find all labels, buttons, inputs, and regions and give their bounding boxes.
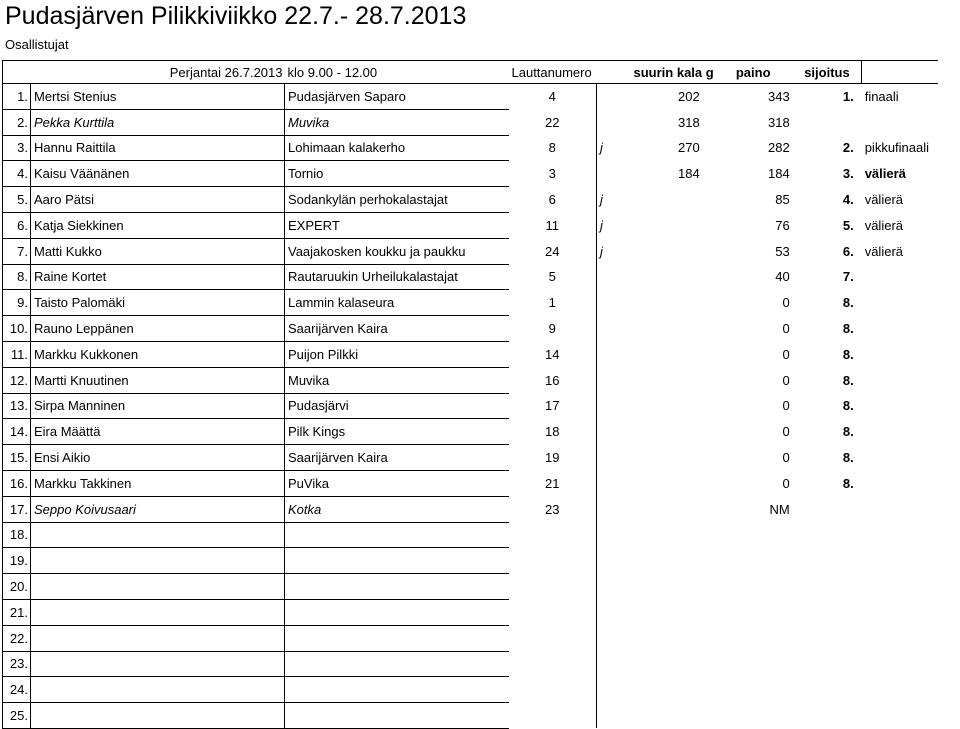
participant-name: Eira Määttä	[31, 419, 285, 445]
total-weight: 0	[782, 346, 790, 362]
j-mark	[597, 677, 631, 703]
ranking: 5.	[842, 217, 854, 233]
j-mark: j	[597, 238, 631, 264]
j-mark	[597, 264, 631, 290]
row-number: 8.	[3, 264, 31, 290]
biggest-fish: 202	[678, 89, 700, 105]
lane-number	[509, 599, 597, 625]
j-mark	[597, 496, 631, 522]
participant-name: Hannu Raittila	[31, 135, 285, 161]
biggest-fish	[631, 496, 714, 522]
club-name	[285, 677, 509, 703]
row-number: 23.	[3, 651, 31, 677]
row-number: 9.	[3, 290, 31, 316]
j-mark	[597, 703, 631, 729]
club-name: EXPERT	[285, 212, 509, 238]
total-weight: 343	[768, 89, 790, 105]
header-lane: Lauttanumero	[509, 61, 631, 84]
ranking: 8.	[842, 398, 854, 414]
ranking	[790, 625, 862, 651]
row-number: 12.	[3, 367, 31, 393]
biggest-fish	[631, 703, 714, 729]
round-note	[862, 574, 938, 600]
row-number: 11.	[3, 341, 31, 367]
ranking: 3.	[842, 166, 854, 182]
ranking: 8.	[842, 450, 854, 466]
total-weight: 184	[768, 166, 790, 182]
j-mark	[597, 574, 631, 600]
biggest-fish	[631, 445, 714, 471]
club-name: Muvika	[285, 367, 509, 393]
ranking: 8.	[842, 475, 854, 491]
participant-name: Markku Takkinen	[31, 470, 285, 496]
biggest-fish	[631, 625, 714, 651]
table-row	[3, 135, 938, 161]
biggest-fish	[631, 187, 714, 213]
table-row	[3, 651, 938, 677]
total-weight	[714, 574, 790, 600]
round-note	[862, 264, 938, 290]
total-weight: 0	[782, 475, 790, 491]
lane-number: 1	[548, 295, 556, 311]
total-weight: 0	[782, 295, 790, 311]
participant-name: Rauno Leppänen	[31, 316, 285, 342]
biggest-fish	[631, 574, 714, 600]
round-note	[862, 625, 938, 651]
row-number: 20.	[3, 574, 31, 600]
lane-number: 23	[545, 501, 560, 517]
j-mark	[597, 651, 631, 677]
participant-name: Ensi Aikio	[31, 445, 285, 471]
ranking	[790, 496, 862, 522]
row-number: 2.	[3, 109, 31, 135]
participants-table	[2, 60, 938, 729]
round-note	[862, 522, 938, 548]
participant-name	[31, 522, 285, 548]
row-number: 16.	[3, 470, 31, 496]
round-note: välierä	[864, 217, 903, 233]
biggest-fish	[631, 341, 714, 367]
round-note: välierä	[864, 166, 906, 182]
row-number: 7.	[3, 238, 31, 264]
participant-name: Sirpa Manninen	[31, 393, 285, 419]
ranking: 8.	[842, 424, 854, 440]
table-row	[3, 290, 938, 316]
page-subtitle: Osallistujat	[5, 37, 69, 52]
round-note	[862, 677, 938, 703]
club-name: Kotka	[285, 496, 509, 522]
j-mark	[597, 393, 631, 419]
club-name: Pudasjärven Saparo	[285, 84, 509, 110]
j-mark	[597, 445, 631, 471]
table-header-row	[3, 61, 938, 84]
total-weight: 282	[768, 140, 790, 156]
j-mark	[597, 367, 631, 393]
biggest-fish	[631, 367, 714, 393]
row-number: 3.	[3, 135, 31, 161]
round-note	[862, 290, 938, 316]
total-weight: 0	[782, 321, 790, 337]
round-note	[862, 703, 938, 729]
table-row	[3, 445, 938, 471]
j-mark: j	[597, 135, 631, 161]
participant-name: Raine Kortet	[31, 264, 285, 290]
ranking	[790, 548, 862, 574]
lane-number: 11	[545, 217, 559, 233]
biggest-fish: 270	[678, 140, 700, 156]
participant-name	[31, 599, 285, 625]
table-row	[3, 419, 938, 445]
participant-name	[31, 625, 285, 651]
club-name: Puijon Pilkki	[285, 341, 509, 367]
table-row	[3, 264, 938, 290]
row-number: 1.	[3, 84, 31, 110]
table-row	[3, 677, 938, 703]
participant-name	[31, 548, 285, 574]
j-mark: j	[597, 212, 631, 238]
lane-number: 24	[545, 243, 560, 259]
round-note	[862, 341, 938, 367]
participant-name: Martti Knuutinen	[31, 367, 285, 393]
lane-number	[509, 548, 597, 574]
table-row	[3, 187, 938, 213]
table-row	[3, 548, 938, 574]
participant-name: Markku Kukkonen	[31, 341, 285, 367]
participant-name: Taisto Palomäki	[31, 290, 285, 316]
lane-number: 3	[548, 166, 556, 182]
biggest-fish	[631, 238, 714, 264]
biggest-fish	[631, 264, 714, 290]
table-row	[3, 703, 938, 729]
ranking: 2.	[842, 140, 854, 156]
total-weight: 0	[782, 424, 790, 440]
total-weight	[714, 548, 790, 574]
participant-name	[31, 703, 285, 729]
row-number: 14.	[3, 419, 31, 445]
club-name	[285, 651, 509, 677]
row-number: 4.	[3, 161, 31, 187]
table-row	[3, 574, 938, 600]
total-weight: 40	[775, 269, 790, 285]
lane-number: 22	[545, 114, 560, 130]
ranking	[790, 109, 862, 135]
biggest-fish	[631, 419, 714, 445]
club-name: Sodankylän perhokalastajat	[285, 187, 509, 213]
table-row	[3, 341, 938, 367]
round-note	[862, 599, 938, 625]
club-name: Lohimaan kalakerho	[285, 135, 509, 161]
total-weight: 318	[768, 114, 790, 130]
participant-name: Aaro Pätsi	[31, 187, 285, 213]
round-note	[862, 470, 938, 496]
participant-name	[31, 677, 285, 703]
lane-number	[509, 651, 597, 677]
participant-name: Mertsi Stenius	[31, 84, 285, 110]
ranking: 1.	[842, 89, 854, 105]
table-row	[3, 238, 938, 264]
lane-number: 16	[545, 372, 560, 388]
total-weight: NM	[769, 501, 790, 517]
row-number: 21.	[3, 599, 31, 625]
club-name	[285, 703, 509, 729]
lane-number: 14	[545, 346, 560, 362]
row-number: 22.	[3, 625, 31, 651]
club-name: Rautaruukin Urheilukalastajat	[285, 264, 509, 290]
participant-name: Katja Siekkinen	[31, 212, 285, 238]
header-weight: paino	[714, 61, 790, 84]
j-mark	[597, 290, 631, 316]
biggest-fish	[631, 316, 714, 342]
ranking: 6.	[842, 243, 854, 259]
club-name: Pudasjärvi	[285, 393, 509, 419]
ranking	[790, 574, 862, 600]
lane-number: 17	[545, 398, 560, 414]
table-row	[3, 470, 938, 496]
table-row	[3, 109, 938, 135]
biggest-fish	[631, 212, 714, 238]
biggest-fish	[631, 599, 714, 625]
lane-number: 5	[548, 269, 556, 285]
table-row	[3, 496, 938, 522]
page-title: Pudasjärven Pilikkiviikko 22.7.- 28.7.2013	[5, 2, 467, 30]
round-note	[862, 109, 938, 135]
j-mark	[597, 341, 631, 367]
club-name: Muvika	[285, 109, 509, 135]
j-mark: j	[597, 187, 631, 213]
ranking	[790, 599, 862, 625]
lane-number: 19	[545, 450, 560, 466]
j-mark	[597, 625, 631, 651]
biggest-fish	[631, 677, 714, 703]
header-time: klo 9.00 - 12.00	[285, 61, 509, 84]
j-mark	[597, 599, 631, 625]
club-name: Vaajakosken koukku ja paukku	[285, 238, 509, 264]
row-number: 18.	[3, 522, 31, 548]
round-note	[862, 393, 938, 419]
biggest-fish	[631, 290, 714, 316]
lane-number: 6	[548, 192, 556, 208]
row-number: 6.	[3, 212, 31, 238]
ranking	[790, 703, 862, 729]
total-weight: 0	[782, 398, 790, 414]
club-name: Saarijärven Kaira	[285, 445, 509, 471]
j-mark	[597, 548, 631, 574]
table-row	[3, 522, 938, 548]
lane-number	[509, 677, 597, 703]
ranking: 7.	[842, 269, 854, 285]
participant-name: Seppo Koivusaari	[31, 496, 285, 522]
club-name: PuVika	[285, 470, 509, 496]
club-name: Saarijärven Kaira	[285, 316, 509, 342]
biggest-fish: 318	[678, 114, 700, 130]
participant-name: Kaisu Väänänen	[31, 161, 285, 187]
table-row	[3, 625, 938, 651]
total-weight: 85	[775, 192, 790, 208]
participant-name	[31, 651, 285, 677]
round-note: pikkufinaali	[864, 140, 930, 156]
round-note	[862, 316, 938, 342]
ranking: 8.	[842, 346, 854, 362]
round-note	[862, 651, 938, 677]
lane-number	[509, 625, 597, 651]
round-note	[862, 548, 938, 574]
club-name: Tornio	[285, 161, 509, 187]
club-name	[285, 548, 509, 574]
participant-name	[31, 574, 285, 600]
row-number: 24.	[3, 677, 31, 703]
round-note: välierä	[864, 243, 903, 259]
lane-number: 4	[548, 89, 556, 105]
total-weight	[714, 599, 790, 625]
row-number: 25.	[3, 703, 31, 729]
participant-name: Matti Kukko	[31, 238, 285, 264]
total-weight	[714, 651, 790, 677]
j-mark	[597, 522, 631, 548]
table-row	[3, 84, 938, 110]
round-note	[862, 496, 938, 522]
ranking	[790, 677, 862, 703]
ranking: 8.	[842, 295, 854, 311]
lane-number: 9	[548, 321, 556, 337]
row-number: 10.	[3, 316, 31, 342]
total-weight	[714, 625, 790, 651]
table-row	[3, 212, 938, 238]
round-note: finaali	[864, 89, 899, 105]
ranking: 8.	[842, 372, 854, 388]
table-row	[3, 599, 938, 625]
row-number: 19.	[3, 548, 31, 574]
lane-number	[509, 574, 597, 600]
total-weight	[714, 522, 790, 548]
total-weight	[714, 703, 790, 729]
biggest-fish	[631, 522, 714, 548]
table-row	[3, 161, 938, 187]
row-number: 15.	[3, 445, 31, 471]
lane-number	[509, 522, 597, 548]
total-weight: 0	[782, 450, 790, 466]
total-weight: 0	[782, 372, 790, 388]
j-mark	[597, 161, 631, 187]
lane-number: 8	[548, 140, 556, 156]
lane-number: 21	[545, 475, 560, 491]
row-number: 5.	[3, 187, 31, 213]
ranking: 8.	[842, 321, 854, 337]
header-rank: sijoitus	[790, 61, 862, 84]
club-name	[285, 625, 509, 651]
round-note: välierä	[864, 192, 903, 208]
row-number: 17.	[3, 496, 31, 522]
club-name: Pilk Kings	[285, 419, 509, 445]
j-mark	[597, 470, 631, 496]
club-name	[285, 599, 509, 625]
club-name: Lammin kalaseura	[285, 290, 509, 316]
club-name	[285, 574, 509, 600]
total-weight: 53	[775, 243, 790, 259]
participant-name: Pekka Kurttila	[31, 109, 285, 135]
header-fish: suurin kala g	[631, 61, 714, 84]
total-weight: 76	[775, 217, 790, 233]
lane-number: 18	[545, 424, 560, 440]
biggest-fish: 184	[678, 166, 700, 182]
j-mark	[597, 109, 631, 135]
ranking: 4.	[842, 192, 854, 208]
table-row	[3, 316, 938, 342]
j-mark	[597, 316, 631, 342]
round-note	[862, 367, 938, 393]
biggest-fish	[631, 548, 714, 574]
ranking	[790, 522, 862, 548]
round-note	[862, 419, 938, 445]
club-name	[285, 522, 509, 548]
j-mark	[597, 84, 631, 110]
ranking	[790, 651, 862, 677]
table-row	[3, 393, 938, 419]
j-mark	[597, 419, 631, 445]
biggest-fish	[631, 651, 714, 677]
biggest-fish	[631, 470, 714, 496]
header-note	[862, 61, 938, 84]
biggest-fish	[631, 393, 714, 419]
table-row	[3, 367, 938, 393]
header-date: Perjantai 26.7.2013	[3, 61, 285, 84]
round-note	[862, 445, 938, 471]
row-number: 13.	[3, 393, 31, 419]
lane-number	[509, 703, 597, 729]
total-weight	[714, 677, 790, 703]
